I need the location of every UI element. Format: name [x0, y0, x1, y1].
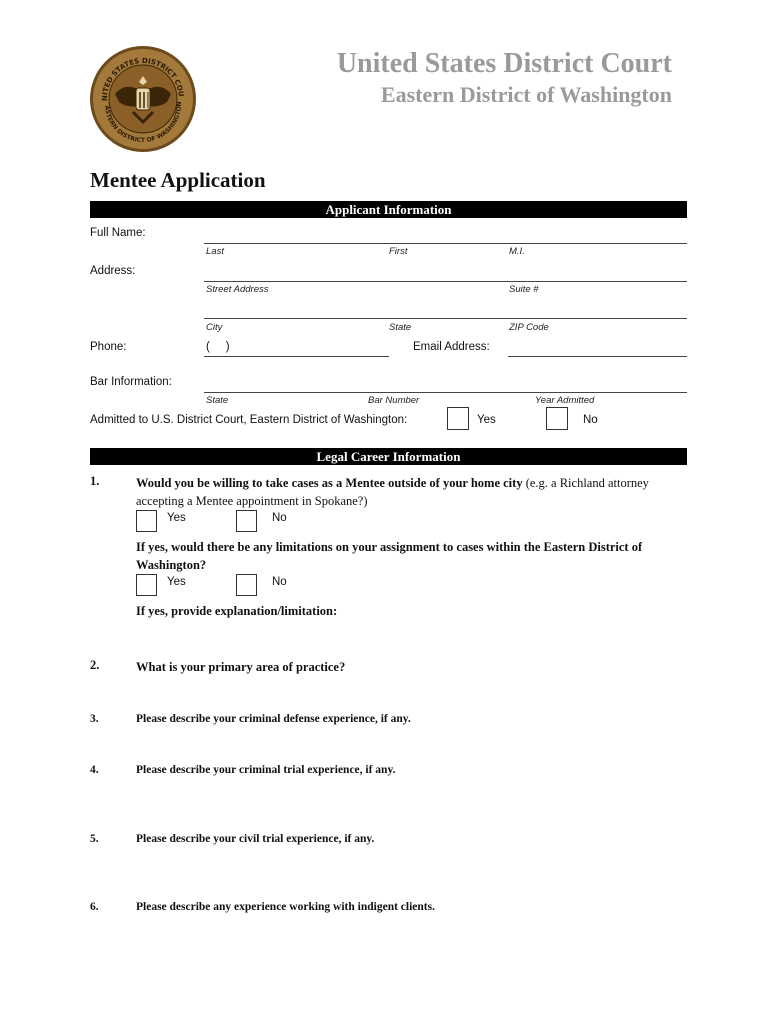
q1-yes-label: Yes [167, 512, 186, 524]
phone-field[interactable] [204, 356, 389, 357]
last-name-sublabel: Last [206, 246, 224, 257]
email-field[interactable] [508, 356, 687, 357]
form-title: Mentee Application [90, 168, 266, 192]
city-state-zip-field[interactable] [204, 318, 687, 319]
question-1-explanation: If yes, provide explanation/limitation: [136, 604, 338, 618]
year-admitted-sublabel: Year Admitted [535, 395, 595, 406]
applicant-section-header: Applicant Information [90, 201, 687, 218]
street-address-field[interactable] [204, 281, 687, 282]
bar-state-sublabel: State [206, 395, 229, 406]
court-seal [89, 44, 197, 154]
question-3-number: 3. [90, 713, 99, 725]
question-2-number: 2. [90, 658, 100, 672]
middle-initial-sublabel: M.I. [509, 246, 525, 257]
question-1 [136, 474, 676, 510]
question-5: Please describe your civil trial experience, if any. [136, 833, 375, 845]
first-name-sublabel: First [389, 246, 408, 257]
q1-followup-no-label: No [272, 576, 287, 588]
q1-followup-no-checkbox[interactable] [236, 574, 257, 596]
question-1-number: 1. [90, 474, 100, 488]
district-name: Eastern District of Washington [380, 82, 672, 107]
zip-sublabel: ZIP Code [509, 322, 549, 333]
bar-information-field[interactable] [204, 392, 687, 393]
seal-text-bottom: ASTERN DISTRICT OF WASHINGTON [102, 101, 184, 145]
phone-area-code: ( ) [206, 341, 230, 353]
admitted-no-checkbox[interactable] [546, 407, 568, 430]
address-label: Address: [90, 265, 136, 277]
seal-text-top: NITED STATES DISTRICT COU [100, 56, 185, 102]
q1-yes-checkbox[interactable] [136, 510, 157, 532]
admitted-yes-checkbox[interactable] [447, 407, 469, 430]
admitted-question: Admitted to U.S. District Court, Eastern District of Washington: [90, 414, 408, 426]
question-3: Please describe your criminal defense experience, if any. [136, 713, 411, 725]
question-6: Please describe any experience working with indigent clients. [136, 901, 435, 913]
state-sublabel: State [389, 322, 412, 333]
email-label: Email Address: [413, 341, 490, 353]
question-6-number: 6. [90, 901, 99, 913]
full-name-label: Full Name: [90, 227, 146, 239]
question-2: What is your primary area of practice? [136, 660, 346, 674]
q1-followup-yes-checkbox[interactable] [136, 574, 157, 596]
question-5-number: 5. [90, 833, 99, 845]
suite-sublabel: Suite # [509, 284, 539, 295]
bar-information-label: Bar Information: [90, 376, 172, 388]
question-1-followup: If yes, would there be any limitations on your assignment to cases within the Eastern District of Washington? [136, 540, 643, 572]
q1-followup-yes-label: Yes [167, 576, 186, 588]
city-sublabel: City [206, 322, 223, 333]
q1-no-checkbox[interactable] [236, 510, 257, 532]
admitted-yes-label: Yes [477, 414, 496, 426]
question-4-number: 4. [90, 764, 99, 776]
phone-label: Phone: [90, 341, 127, 353]
question-1-example-text: (e.g. a Richland attorney accepting a Mentee appointment in Spokane?) [136, 476, 649, 508]
career-section-header: Legal Career Information [90, 448, 687, 465]
admitted-no-label: No [583, 414, 598, 426]
question-1-bold-text: Would you be willing to take cases as a Mentee outside of your home city [136, 476, 523, 490]
street-address-sublabel: Street Address [206, 284, 269, 295]
bar-number-sublabel: Bar Number [368, 395, 420, 406]
q1-no-label: No [272, 512, 287, 524]
full-name-field[interactable] [204, 243, 687, 244]
question-4: Please describe your criminal trial experience, if any. [136, 764, 396, 776]
court-name: United States District Court [336, 48, 672, 79]
